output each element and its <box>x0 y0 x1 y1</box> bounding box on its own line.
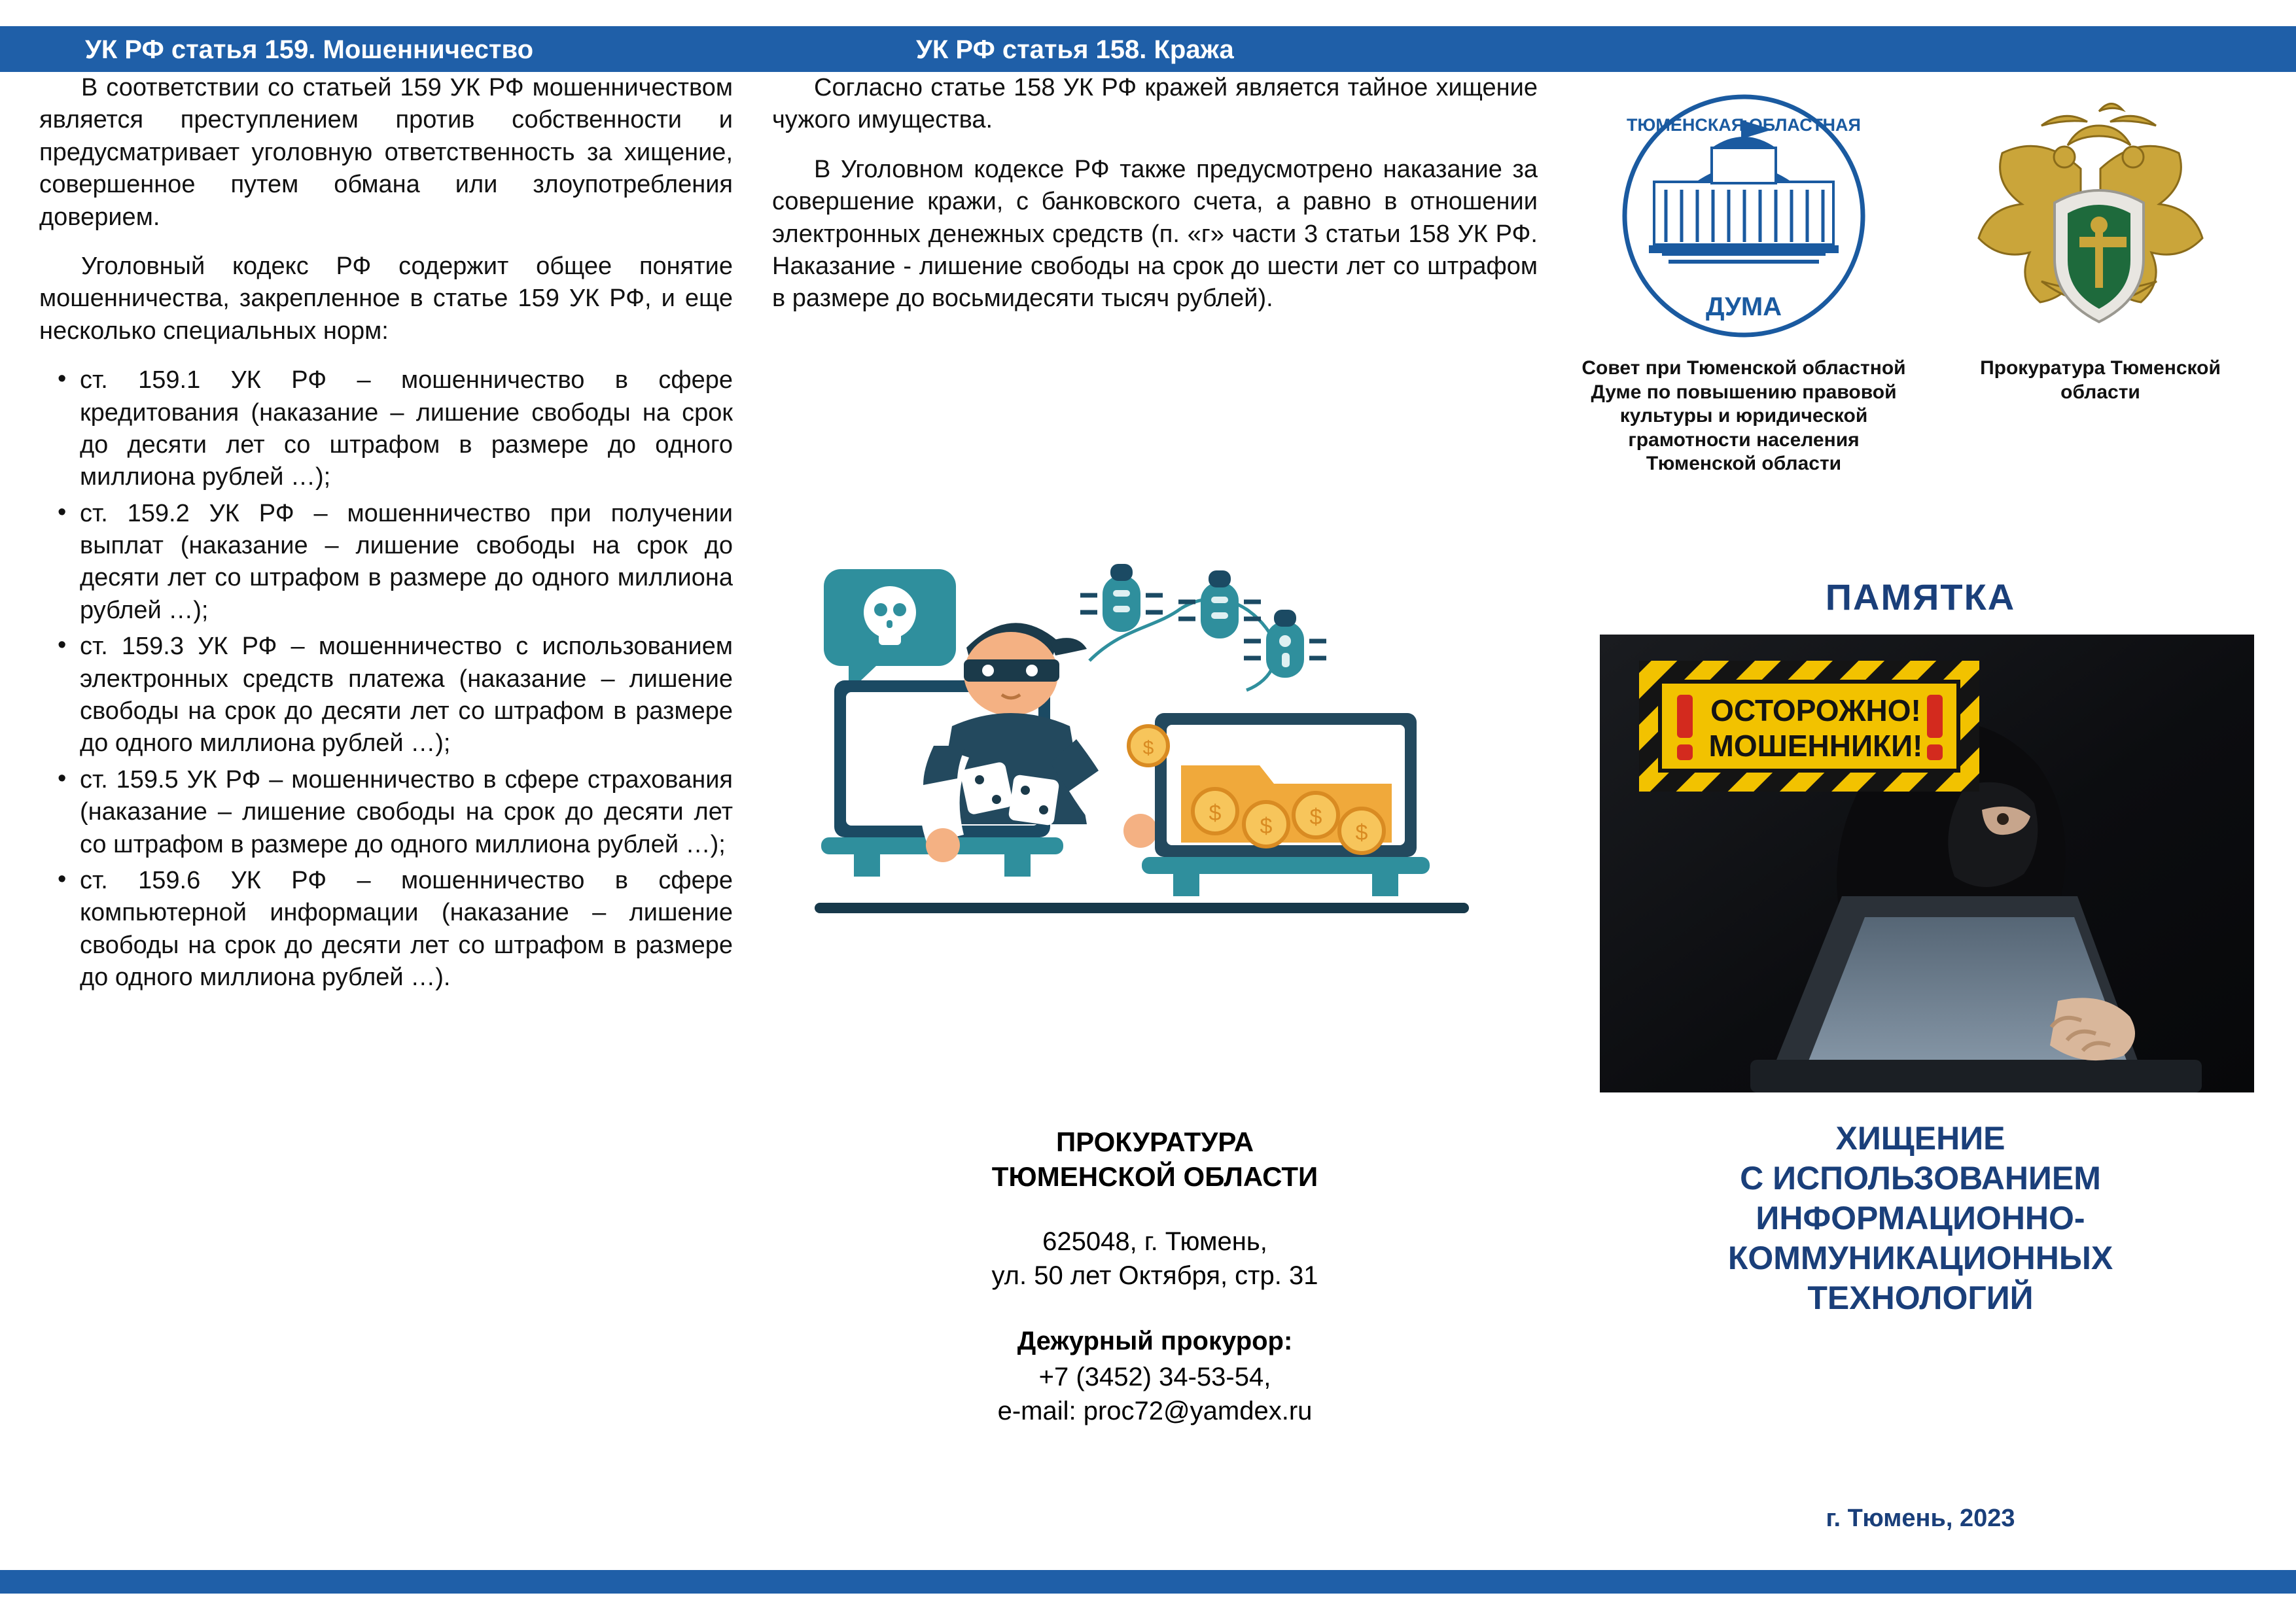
svg-text:$: $ <box>1209 801 1222 826</box>
duma-caption: Совет при Тюменской областной Думе по повышению правовой культуры и юридической грамотности населения Тюменской области <box>1581 357 1906 475</box>
exclamation-left <box>1677 695 1693 760</box>
bottom-bar-highlight <box>0 1594 2296 1605</box>
duma-emblem-bottom-text: ДУМА <box>1705 292 1782 321</box>
contacts-address-line2: ул. 50 лет Октября, стр. 31 <box>991 1261 1318 1290</box>
city-year: г. Тюмень, 2023 <box>1826 1505 2015 1532</box>
svg-text:$: $ <box>1142 737 1154 759</box>
contacts-title-line1: ПРОКУРАТУРА <box>1055 1126 1254 1157</box>
column-header-fraud: УК РФ статья 159. Мошенничество <box>85 35 534 64</box>
duma-emblem-top-text: ТЮМЕНСКАЯ ОБЛАСТНАЯ <box>1627 115 1861 135</box>
pamyatka-heading: ПАМЯТКА <box>1825 576 2016 618</box>
hacker-laptop-illustration <box>815 550 1469 929</box>
column-header-theft: УК РФ статья 158. Кража <box>916 35 1234 64</box>
theft-paragraph-1: Согласно статье 158 УК РФ кражей является тайное хищение чужого имущества. <box>772 74 1538 134</box>
duty-prosecutor-label: Дежурный прокурор: <box>1017 1326 1293 1355</box>
duty-email[interactable]: e-mail: proc72@yamdex.ru <box>997 1396 1313 1425</box>
list-item: • ст. 159.2 УК РФ – мошенничество при получении выплат (наказание – лишение свободы на срок до десяти лет со штрафом в размере до одного миллиона рублей …); <box>80 498 733 627</box>
fraudster-photo <box>1600 635 2254 1092</box>
emblems-row <box>1583 85 2257 360</box>
brochure-title-line-2: С ИСПОЛЬЗОВАНИЕМ <box>1740 1160 2101 1196</box>
list-item: • ст. 159.5 УК РФ – мошенничество в сфере страхования (наказание – лишение свободы на срок до десяти лет со штрафом в размере до одного миллиона рублей …); <box>80 764 733 861</box>
svg-text:$: $ <box>1309 805 1322 829</box>
warning-line-2: МОШЕННИКИ! <box>1708 729 1923 763</box>
list-item: • ст. 159.6 УК РФ – мошенничество в сфере компьютерной информации (наказание – лишение свободы на срок до десяти лет со штрафом в размере до одного миллиона рублей …). <box>80 865 733 994</box>
duty-phone[interactable]: +7 (3452) 34-53-54, <box>1038 1362 1271 1391</box>
brochure-title-line-5: ТЕХНОЛОГИЙ <box>1807 1280 2034 1316</box>
list-item: • ст. 159.1 УК РФ – мошенничество в сфере кредитования (наказание – лишение свободы на срок до десяти лет со штрафом в размере до одного миллиона рублей …); <box>80 364 733 494</box>
svg-text:$: $ <box>1260 814 1273 839</box>
brochure-title-line-4: КОММУНИКАЦИОННЫХ <box>1727 1240 2113 1276</box>
fraud-paragraph-1: В соответствии со статьей 159 УК РФ мошенничеством является преступлением против собственности и предусматривает уголовную ответственность за хищение, совершенное путем обмана или злоупотребления доверием. <box>39 74 733 231</box>
middle-column <box>772 72 1538 332</box>
list-item: • ст. 159.3 УК РФ – мошенничество с использованием электронных средств платежа (наказание – лишение свободы на срок до десяти лет со штрафом в размере до одного миллиона рублей …); <box>80 631 733 760</box>
brochure-title-line-1: ХИЩЕНИЕ <box>1835 1120 2005 1157</box>
warning-sign <box>1639 661 1979 792</box>
warning-line-1: ОСТОРОЖНО! <box>1710 693 1921 727</box>
bug-icon-1 <box>1080 564 1163 632</box>
theft-paragraph-2: В Уголовном кодексе РФ также предусмотрено наказание за совершение кражи, с банковского счета, а равно в отношении электронных денежных средств (п. «г» части 3 статьи 158 УК РФ. Наказание - лишение свободы на срок до шести лет со штрафом в размере до восьмидесяти тысяч рублей). <box>772 155 1538 313</box>
prosecutor-caption: Прокуратура Тюменской области <box>1980 357 2221 403</box>
prosecutor-contacts <box>772 1125 1538 1428</box>
tyumen-duma-emblem-icon <box>1625 97 1863 335</box>
prosecutor-eagle-emblem-icon <box>1979 103 2202 322</box>
money-laptop <box>1129 713 1430 896</box>
contacts-title-line2: ТЮМЕНСКОЙ ОБЛАСТИ <box>991 1161 1318 1192</box>
brochure-title <box>1583 1119 2257 1318</box>
fraud-paragraph-2: Уголовный кодекс РФ содержит общее понятие мошенничества, закрепленное в статье 159 УК РФ, и еще несколько специальных норм: <box>39 252 733 345</box>
svg-text:$: $ <box>1355 820 1368 845</box>
exclamation-right <box>1927 695 1943 760</box>
brochure-title-line-3: ИНФОРМАЦИОННО- <box>1756 1200 2085 1236</box>
fraud-norms-list <box>39 364 733 994</box>
contacts-address-line1: 625048, г. Тюмень, <box>1042 1227 1267 1256</box>
left-column <box>39 72 733 998</box>
skull-bubble-icon <box>824 569 956 692</box>
